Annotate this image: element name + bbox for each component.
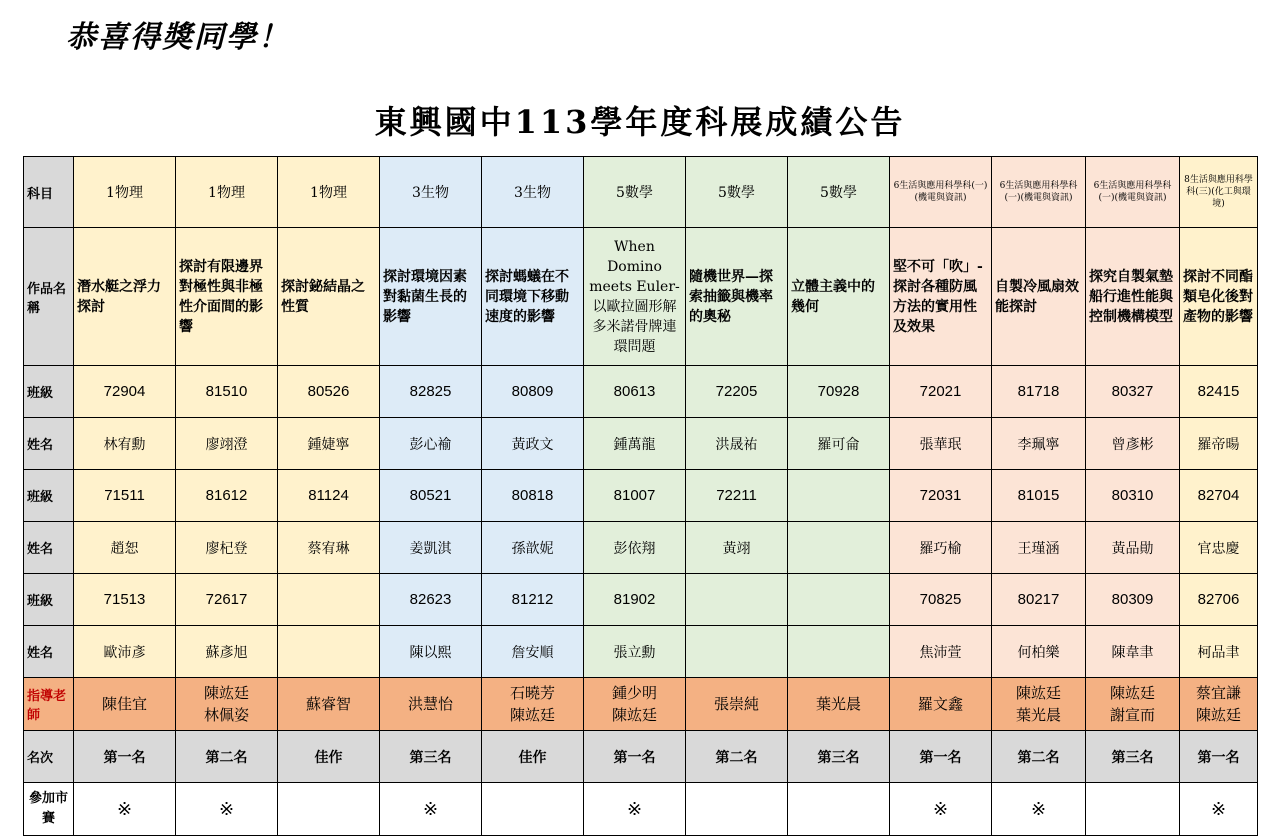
city-contest-mark: ※: [584, 783, 686, 836]
teacher-cell: [1086, 678, 1180, 731]
student-name-cell: 官忠慶: [1180, 522, 1258, 574]
class-cell: 81007: [584, 470, 686, 522]
work-title-cell: 隨機世界—探索抽籤與機率的奧秘: [686, 228, 788, 366]
teacher-cell: [176, 678, 278, 731]
student-name-cell: 羅可侖: [788, 418, 890, 470]
rank-cell: 佳作: [482, 731, 584, 783]
rank-cell: 第一名: [584, 731, 686, 783]
work-title-cell: 潛水艇之浮力探討: [74, 228, 176, 366]
class-cell: 72205: [686, 366, 788, 418]
city-contest-mark: [482, 783, 584, 836]
student-name-cell: 彭心褕: [380, 418, 482, 470]
class-cell: 80809: [482, 366, 584, 418]
teacher-cell: [380, 678, 482, 731]
student-name-cell: 陳韋聿: [1086, 626, 1180, 678]
rank-cell: 第二名: [686, 731, 788, 783]
class-cell: 70928: [788, 366, 890, 418]
student-name-cell: 黃品勛: [1086, 522, 1180, 574]
teacher-cell: [890, 678, 992, 731]
student-name-cell: 何柏樂: [992, 626, 1086, 678]
city-contest-mark: ※: [176, 783, 278, 836]
teacher-name: 葉光晨: [1015, 706, 1061, 724]
class-cell: 81510: [176, 366, 278, 418]
teacher-name: 陳佳宜: [101, 695, 147, 713]
results-table: [23, 156, 1258, 836]
subject-cell: 1物理: [278, 157, 380, 228]
student-name-cell: 柯品聿: [1180, 626, 1258, 678]
teacher-cell: [1180, 678, 1258, 731]
student-name-cell: 焦沛萱: [890, 626, 992, 678]
class-cell: 80613: [584, 366, 686, 418]
student-name-cell: 趙恕: [74, 522, 176, 574]
class-cell: 71513: [74, 574, 176, 626]
student-name-cell: 蘇彥旭: [176, 626, 278, 678]
teacher-name: 葉光晨: [815, 695, 861, 713]
student-name-cell: 林宥勳: [74, 418, 176, 470]
teacher-name: 陳竑廷: [203, 684, 249, 702]
city-contest-mark: [788, 783, 890, 836]
class-cell: 80217: [992, 574, 1086, 626]
teacher-cell: [278, 678, 380, 731]
class-cell: 81718: [992, 366, 1086, 418]
class-cell: 80327: [1086, 366, 1180, 418]
row-label-class: 班級: [24, 470, 74, 522]
class-cell: 72021: [890, 366, 992, 418]
student-name-cell: 李珮寧: [992, 418, 1086, 470]
class-cell: 82704: [1180, 470, 1258, 522]
work-title-cell: 探討鉍結晶之性質: [278, 228, 380, 366]
student-name-cell: 鍾婕寧: [278, 418, 380, 470]
row-label-rank: 名次: [24, 731, 74, 783]
rank-cell: 第一名: [74, 731, 176, 783]
teacher-name: 陳竑廷: [1195, 706, 1241, 724]
work-title-cell: When Domino meets Euler-以歐拉圖形解多米諾骨牌連環問題: [584, 228, 686, 366]
student-name-cell: 張立勳: [584, 626, 686, 678]
teacher-name: 洪慧怡: [407, 695, 453, 713]
class-cell: 82825: [380, 366, 482, 418]
student-name-cell: 詹安順: [482, 626, 584, 678]
student-name-cell: [788, 626, 890, 678]
student-name-cell: [788, 522, 890, 574]
subject-cell: 6生活與應用科學科(一)(機電與資訊): [992, 157, 1086, 228]
student-name-cell: 羅帝暘: [1180, 418, 1258, 470]
subject-cell: 6生活與應用科學科(一)(機電與資訊): [1086, 157, 1180, 228]
student-name-cell: 蔡宥琳: [278, 522, 380, 574]
student-name-cell: [686, 626, 788, 678]
class-cell: [278, 574, 380, 626]
student-name-cell: 陳以熙: [380, 626, 482, 678]
city-contest-mark: ※: [380, 783, 482, 836]
row-label-name: 姓名: [24, 418, 74, 470]
student-name-cell: 鍾萬龍: [584, 418, 686, 470]
teacher-name: 林佩姿: [203, 706, 249, 724]
rank-cell: 第一名: [1180, 731, 1258, 783]
teacher-cell: [686, 678, 788, 731]
teacher-name: 陳竑廷: [1109, 684, 1155, 702]
class-cell: 82623: [380, 574, 482, 626]
city-contest-mark: ※: [74, 783, 176, 836]
class-cell: 80310: [1086, 470, 1180, 522]
class-cell: 71511: [74, 470, 176, 522]
work-title-cell: 探討環境因素對黏菌生長的影響: [380, 228, 482, 366]
student-name-cell: 姜凱淇: [380, 522, 482, 574]
class-cell: 70825: [890, 574, 992, 626]
teacher-cell: [584, 678, 686, 731]
work-title-cell: 堅不可「吹」-探討各種防風方法的實用性及效果: [890, 228, 992, 366]
student-name-cell: 廖翊澄: [176, 418, 278, 470]
teacher-name: 謝宣而: [1109, 706, 1155, 724]
class-cell: 81124: [278, 470, 380, 522]
student-name-cell: 孫歆妮: [482, 522, 584, 574]
rank-cell: 第三名: [380, 731, 482, 783]
teacher-cell: [992, 678, 1086, 731]
student-name-cell: 王瑾涵: [992, 522, 1086, 574]
student-name-cell: 黃翊: [686, 522, 788, 574]
row-label-work: 作品名稱: [24, 228, 74, 366]
congrats-heading: 恭喜得獎同學！: [66, 20, 290, 55]
work-title-cell: 探討不同酯類皂化後對產物的影響: [1180, 228, 1258, 366]
class-cell: [788, 574, 890, 626]
rank-cell: 第三名: [788, 731, 890, 783]
student-name-cell: 羅巧榆: [890, 522, 992, 574]
teacher-cell: [74, 678, 176, 731]
teacher-cell: [788, 678, 890, 731]
rank-cell: 第三名: [1086, 731, 1180, 783]
class-cell: 81612: [176, 470, 278, 522]
class-cell: 72031: [890, 470, 992, 522]
rank-cell: 第二名: [992, 731, 1086, 783]
student-name-cell: 黃政文: [482, 418, 584, 470]
rank-cell: 第一名: [890, 731, 992, 783]
student-name-cell: 張華珉: [890, 418, 992, 470]
city-contest-mark: ※: [1180, 783, 1258, 836]
row-label-class: 班級: [24, 366, 74, 418]
subject-cell: 5數學: [584, 157, 686, 228]
class-cell: 80521: [380, 470, 482, 522]
class-cell: 81902: [584, 574, 686, 626]
class-cell: 72904: [74, 366, 176, 418]
teacher-name: 張崇純: [713, 695, 759, 713]
class-cell: 80526: [278, 366, 380, 418]
student-name-cell: [278, 626, 380, 678]
subject-cell: 3生物: [380, 157, 482, 228]
subject-cell: 5數學: [686, 157, 788, 228]
teacher-name: 石曉芳: [509, 684, 555, 702]
row-label-name: 姓名: [24, 626, 74, 678]
teacher-name: 蔡宜謙: [1195, 684, 1241, 702]
row-label-subject: 科目: [24, 157, 74, 228]
class-cell: 81015: [992, 470, 1086, 522]
work-title-cell: 立體主義中的幾何: [788, 228, 890, 366]
student-name-cell: 歐沛彥: [74, 626, 176, 678]
teacher-name: 羅文鑫: [917, 695, 963, 713]
city-contest-mark: [686, 783, 788, 836]
row-label-name: 姓名: [24, 522, 74, 574]
teacher-name: 陳竑廷: [611, 706, 657, 724]
page-title: 東興國中113學年度科展成績公告: [374, 103, 906, 141]
class-cell: 82706: [1180, 574, 1258, 626]
subject-cell: 1物理: [74, 157, 176, 228]
city-contest-mark: ※: [992, 783, 1086, 836]
student-name-cell: 廖杞登: [176, 522, 278, 574]
city-contest-mark: [278, 783, 380, 836]
city-contest-mark: ※: [890, 783, 992, 836]
student-name-cell: 曾彥彬: [1086, 418, 1180, 470]
work-title-cell: 探討有限邊界對極性與非極性介面間的影響: [176, 228, 278, 366]
student-name-cell: 洪晟祐: [686, 418, 788, 470]
work-title-cell: 自製冷風扇效能探討: [992, 228, 1086, 366]
class-cell: [788, 470, 890, 522]
teacher-name: 蘇睿智: [305, 695, 351, 713]
student-name-cell: 彭依翔: [584, 522, 686, 574]
row-label-city: 參加市賽: [24, 783, 74, 836]
work-title-cell: 探究自製氣墊船行進性能與控制機構模型: [1086, 228, 1180, 366]
subject-cell: 3生物: [482, 157, 584, 228]
class-cell: 80309: [1086, 574, 1180, 626]
class-cell: 81212: [482, 574, 584, 626]
work-title-cell: 探討螞蟻在不同環境下移動速度的影響: [482, 228, 584, 366]
class-cell: [686, 574, 788, 626]
row-label-class: 班級: [24, 574, 74, 626]
row-label-teacher: 指導老師: [24, 678, 74, 731]
subject-cell: 1物理: [176, 157, 278, 228]
class-cell: 72617: [176, 574, 278, 626]
rank-cell: 第二名: [176, 731, 278, 783]
teacher-name: 陳竑廷: [509, 706, 555, 724]
subject-cell: 8生活與應用科學科(三)(化工與環境): [1180, 157, 1258, 228]
teacher-name: 陳竑廷: [1015, 684, 1061, 702]
rank-cell: 佳作: [278, 731, 380, 783]
class-cell: 80818: [482, 470, 584, 522]
subject-cell: 5數學: [788, 157, 890, 228]
city-contest-mark: [1086, 783, 1180, 836]
class-cell: 82415: [1180, 366, 1258, 418]
teacher-name: 鍾少明: [611, 684, 657, 702]
subject-cell: 6生活與應用科學科(一)(機電與資訊): [890, 157, 992, 228]
class-cell: 72211: [686, 470, 788, 522]
teacher-cell: [482, 678, 584, 731]
